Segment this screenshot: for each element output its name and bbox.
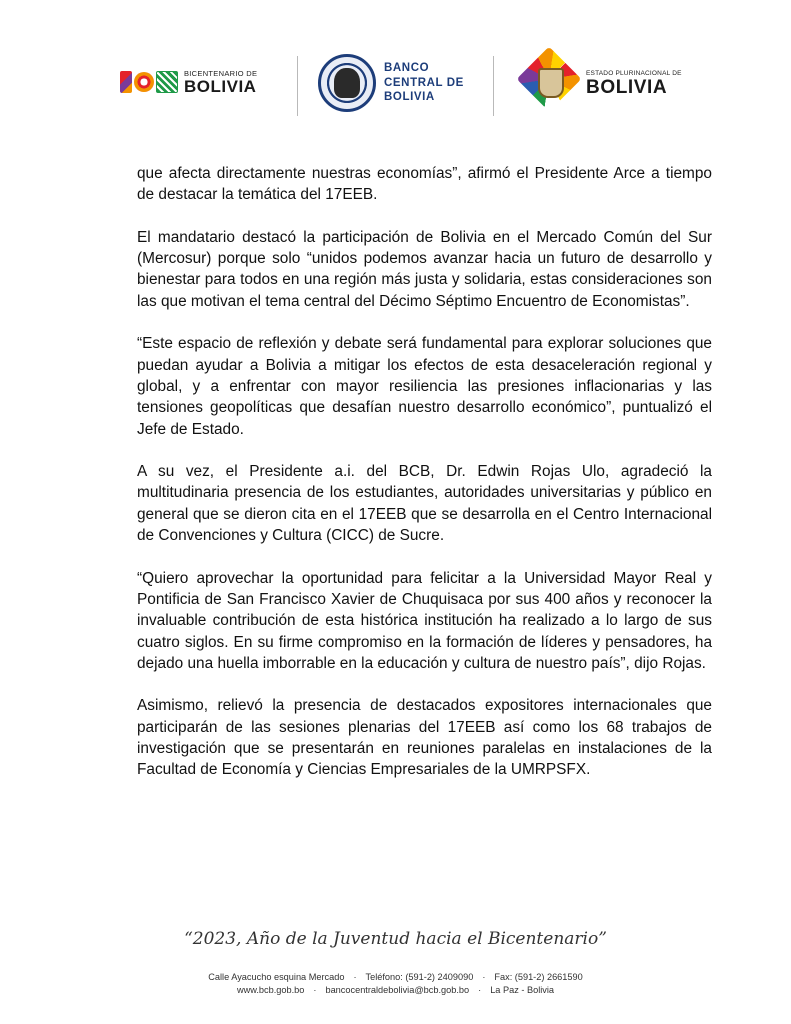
bicentenario-logo-title: BOLIVIA bbox=[184, 76, 257, 96]
footer-phone: Teléfono: (591-2) 2409090 bbox=[365, 972, 474, 982]
coat-of-arms-icon bbox=[518, 52, 580, 116]
footer-separator: · bbox=[478, 985, 482, 995]
footer-separator: · bbox=[482, 972, 486, 982]
footer-separator: · bbox=[353, 972, 357, 982]
body-paragraph: A su vez, el Presidente a.i. del BCB, Dr. Edwin Rojas Ulo, agradeció la multitudinaria presencia de los estudiantes, autoridades universitarias y público en general que se dieron cita en el 17EEB que se desarrolla en el Centro Internacional de Convenciones y Cultura (CICC) de Sucre. bbox=[137, 463, 712, 545]
bcb-logo bbox=[318, 54, 464, 112]
header-divider bbox=[493, 56, 494, 116]
footer-separator: · bbox=[313, 985, 317, 995]
footer-contact-line-1 bbox=[0, 971, 791, 984]
bcb-logo-line: CENTRAL DE bbox=[384, 76, 464, 89]
footer-email-link[interactable]: bancocentraldebolivia@bcb.gob.bo bbox=[325, 985, 470, 995]
bicentenario-emblem-icon bbox=[120, 71, 178, 93]
body-paragraph: El mandatario destacó la participación de Bolivia en el Mercado Común del Sur (Mercosur) porque solo “unidos podemos avanzar hacia un futuro de desarrollo y bienestar para todos en una región más justa y solidaria, estas consideraciones son las que motivan el tema central del Décimo Séptimo Encuentro de Economistas”. bbox=[137, 228, 712, 310]
bicentenario-logo bbox=[120, 70, 257, 95]
body-paragraph: “Este espacio de reflexión y debate será fundamental para explorar soluciones que puedan ayudar a Bolivia a mitigar los efectos de esta desaceleración regional y global, y a enfrentar con mayor resiliencia las presiones inflacionarias y las tensiones geopolíticas que desafían nuestro desarrollo económico”, puntualizó el Jefe de Estado. bbox=[137, 335, 712, 438]
footer-website-link[interactable]: www.bcb.gob.bo bbox=[236, 985, 305, 995]
footer-fax: Fax: (591-2) 2661590 bbox=[494, 972, 583, 982]
bcb-seal-icon bbox=[318, 54, 376, 112]
footer-contact-line-2 bbox=[0, 984, 791, 997]
body-paragraph: Asimismo, relievó la presencia de destacados expositores internacionales que participarán de las sesiones plenarias del 17EEB así como los 68 trabajos de investigación que se presentarán en reuniones paralelas en instalaciones de la Facultad de Economía y Ciencias Empresariales de la UMRPSFX. bbox=[137, 697, 712, 779]
bicentenario-logo-subtitle: BICENTENARIO DE bbox=[184, 69, 258, 78]
bcb-logo-line: BANCO bbox=[384, 62, 430, 75]
footer-city: La Paz - Bolivia bbox=[490, 985, 555, 995]
footer-contact-info bbox=[0, 971, 791, 997]
body-paragraph: que afecta directamente nuestras economías”, afirmó el Presidente Arce a tiempo de destacar la temática del 17EEB. bbox=[137, 165, 712, 204]
estado-logo-title: BOLIVIA bbox=[586, 76, 668, 98]
body-paragraph: “Quiero aprovechar la oportunidad para felicitar a la Universidad Mayor Real y Pontificia de San Francisco Xavier de Chuquisaca por sus 400 años y reconocer la invaluable contribución de esta histórica institución ha realizado a lo largo de sus cuatro siglos. En su firme compromiso en la formación de líderes y pensadores, ha dejado una huella imborrable en la educación y cultura de nuestro país”, dijo Rojas. bbox=[137, 569, 712, 672]
letterhead bbox=[0, 48, 791, 128]
header-divider bbox=[297, 56, 298, 116]
press-release-body bbox=[137, 163, 712, 802]
footer-motto: “2023, Año de la Juventud hacia el Bicentenario” bbox=[184, 929, 607, 949]
estado-logo-subtitle: ESTADO PLURINACIONAL DE bbox=[586, 70, 682, 78]
bcb-logo-line: BOLIVIA bbox=[384, 91, 435, 104]
footer-address: Calle Ayacucho esquina Mercado bbox=[208, 972, 345, 982]
estado-plurinacional-logo bbox=[518, 52, 682, 116]
